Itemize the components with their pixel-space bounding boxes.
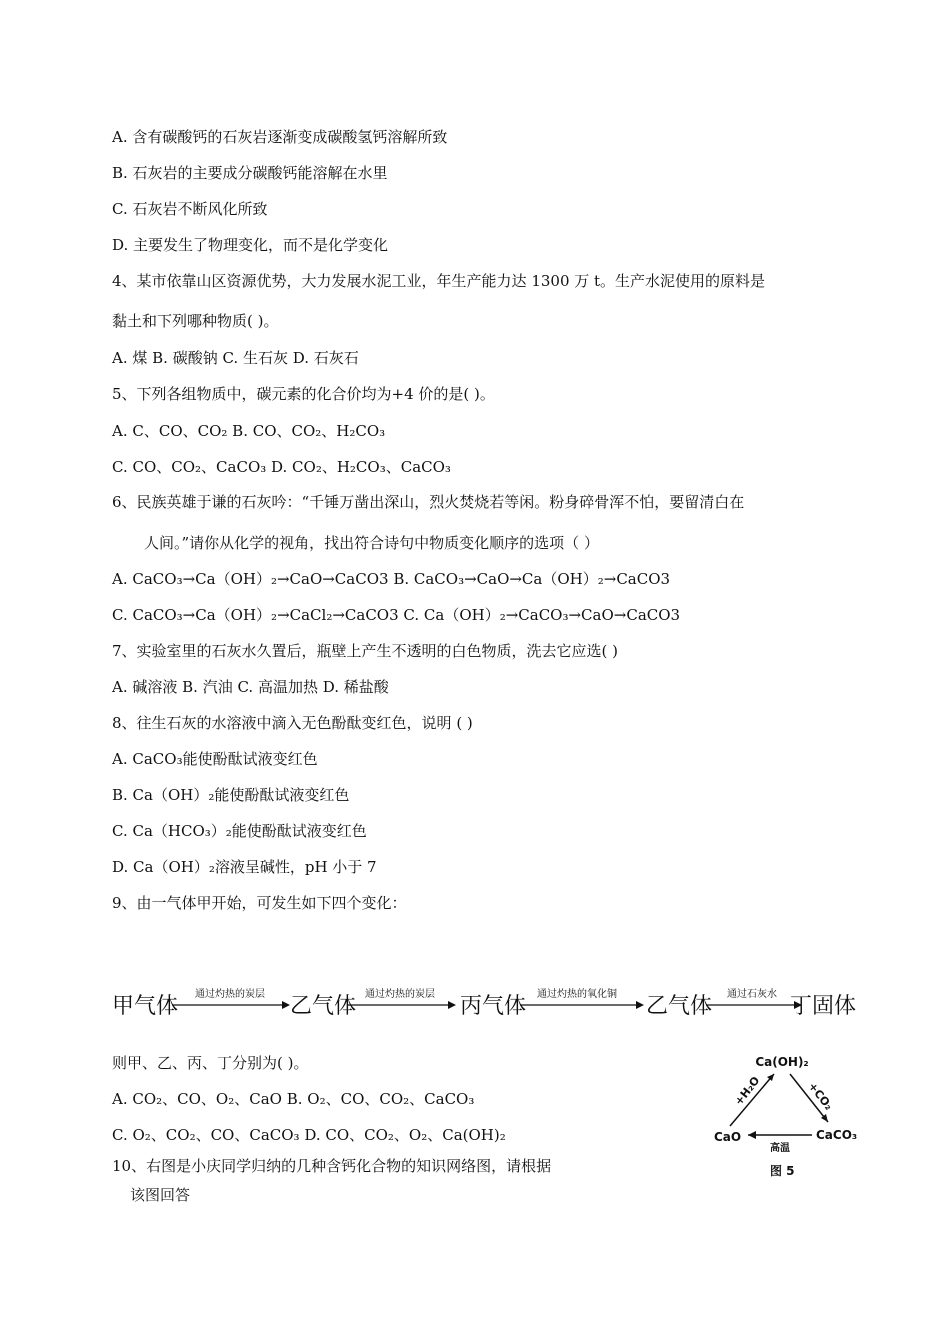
question-6-options-ab: A. CaCO₃→Ca（OH）₂→CaO→CaCO3 B. CaCO₃→CaO→Ca（OH）₂→CaCO3	[112, 570, 671, 588]
cycle-label-co2: +CO₂	[805, 1079, 836, 1113]
cycle-node-caoh2: Ca(OH)₂	[755, 1055, 809, 1069]
option-3c: C. 石灰岩不断风化所致	[112, 200, 268, 218]
figure-caption: 图 5	[770, 1164, 795, 1178]
question-6-line-1: 6、民族英雄于谦的石灰吟：“千锤万凿出深山，烈火焚烧若等闲。粉身碎骨浑不怕，要留清白在	[112, 493, 745, 511]
option-3a: A. 含有碳酸钙的石灰岩逐渐变成碳酸氢钙溶解所致	[112, 128, 448, 146]
calcium-compound-cycle-diagram	[712, 1050, 870, 1185]
question-5-options-ab: A. C、CO、CO₂ B. CO、CO₂、H₂CO₃	[112, 422, 386, 440]
arrowhead-icon	[282, 1001, 290, 1009]
option-8c: C. Ca（HCO₃）₂能使酚酞试液变红色	[112, 822, 367, 840]
flow-arrow-label-3: 通过灼热的氧化铜	[537, 989, 617, 1000]
question-7-options: A. 碱溶液 B. 汽油 C. 高温加热 D. 稀盐酸	[112, 678, 389, 696]
flow-node-bing: 丙气体	[460, 994, 527, 1019]
question-9-prompt: 则甲、乙、丙、丁分别为( )。	[112, 1054, 309, 1072]
question-10-line-2: 该图回答	[130, 1186, 191, 1204]
option-8d: D. Ca（OH）₂溶液呈碱性，pH 小于 7	[112, 858, 377, 876]
arrowhead-icon	[448, 1001, 456, 1009]
gas-transformation-flow	[112, 985, 857, 1025]
flow-arrow-label-1: 通过灼热的炭层	[195, 989, 265, 1000]
flow-node-yi-2: 乙气体	[646, 994, 713, 1019]
option-8a: A. CaCO₃能使酚酞试液变红色	[112, 750, 318, 768]
arrowhead-icon	[636, 1001, 644, 1009]
question-6-options-cd: C. CaCO₃→Ca（OH）₂→CaCl₂→CaCO3 C. Ca（OH）₂→CaCO₃→CaO→CaCO3	[112, 606, 681, 624]
question-9: 9、由一气体甲开始，可发生如下四个变化：	[112, 894, 407, 912]
question-7: 7、实验室里的石灰水久置后，瓶壁上产生不透明的白色物质，洗去它应选( )	[112, 642, 619, 660]
cycle-node-caco3: CaCO₃	[816, 1128, 858, 1142]
arrowhead-icon	[748, 1131, 756, 1139]
question-4-line-1: 4、某市依靠山区资源优势，大力发展水泥工业，年生产能力达 1300 万 t。生产水泥使用的原料是	[112, 272, 766, 290]
flow-node-yi: 乙气体	[290, 994, 357, 1019]
question-9-options-ab: A. CO₂、CO、O₂、CaO B. O₂、CO、CO₂、CaCO₃	[112, 1090, 475, 1108]
cycle-node-cao: CaO	[714, 1130, 742, 1144]
option-3d: D. 主要发生了物理变化，而不是化学变化	[112, 236, 389, 254]
option-3b: B. 石灰岩的主要成分碳酸钙能溶解在水里	[112, 164, 388, 182]
question-6-line-2: 人间。”请你从化学的视角，找出符合诗句中物质变化顺序的选项（ ）	[144, 534, 599, 552]
flow-node-ding: 丁固体	[790, 994, 857, 1019]
cycle-label-high-temp: 高温	[770, 1143, 790, 1154]
flow-node-jia: 甲气体	[112, 994, 179, 1019]
option-8b: B. Ca（OH）₂能使酚酞试液变红色	[112, 786, 350, 804]
question-9-options-cd: C. O₂、CO₂、CO、CaCO₃ D. CO、CO₂、O₂、Ca(OH)₂	[112, 1126, 506, 1144]
flow-arrow-label-4: 通过石灰水	[727, 989, 777, 1000]
question-4-line-2: 黏土和下列哪种物质( )。	[112, 312, 279, 330]
question-10-line-1: 10、右图是小庆同学归纳的几种含钙化合物的知识网络图，请根据	[112, 1157, 552, 1175]
question-8: 8、往生石灰的水溶液中滴入无色酚酞变红色，说明 ( )	[112, 714, 473, 732]
cycle-label-h2o: +H₂O	[732, 1074, 763, 1108]
question-5: 5、下列各组物质中，碳元素的化合价均为+4 价的是( )。	[112, 385, 495, 403]
question-4-options: A. 煤 B. 碳酸钠 C. 生石灰 D. 石灰石	[112, 349, 359, 367]
flow-arrow-label-2: 通过灼热的炭层	[365, 989, 435, 1000]
question-5-options-cd: C. CO、CO₂、CaCO₃ D. CO₂、H₂CO₃、CaCO₃	[112, 458, 451, 476]
